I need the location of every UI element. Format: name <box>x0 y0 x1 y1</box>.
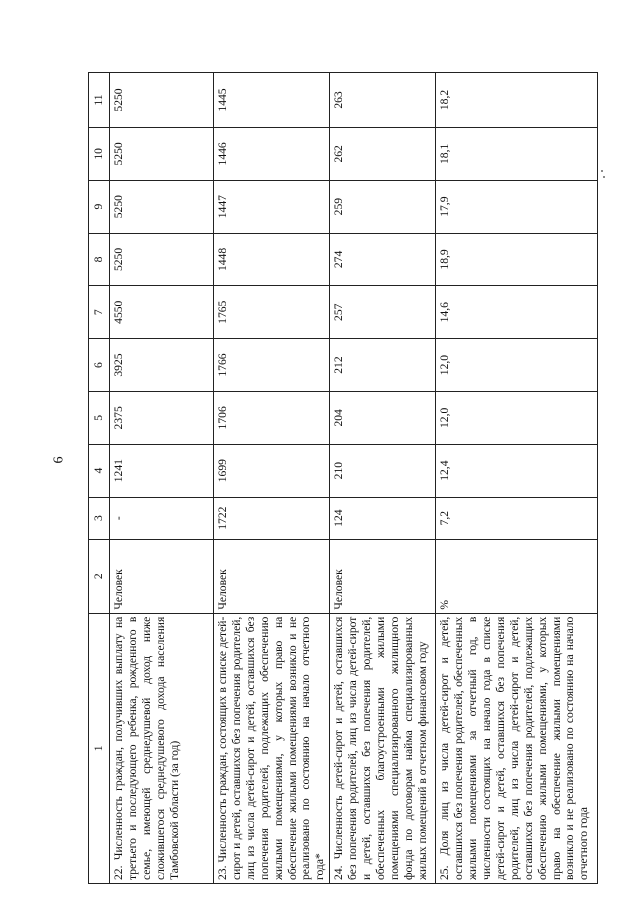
value-cell: 212 <box>330 339 436 392</box>
value-cell: 263 <box>330 73 436 128</box>
value-cell: 3925 <box>110 339 214 392</box>
value-cell: 5250 <box>110 233 214 286</box>
header-cell: 7 <box>89 286 110 339</box>
indicators-table <box>88 72 598 884</box>
value-cell: 18,2 <box>436 73 598 128</box>
header-cell: 2 <box>89 539 110 613</box>
value-cell: 259 <box>330 180 436 233</box>
value-cell: 204 <box>330 391 436 444</box>
value-cell: 18,9 <box>436 233 598 286</box>
unit-cell: Человек <box>330 539 436 613</box>
unit-cell: % <box>436 539 598 613</box>
header-cell: 6 <box>89 339 110 392</box>
page-number: 6 <box>51 456 67 464</box>
indicator-description: 25. Доля лиц из числа детей-сирот и детей, оставшихся без попечения родителей, обеспеченных жилыми помещениями за отчетный год, в численности состоящих на начало года в списке детей-сирот и детей, оставшихся без попечения родителей, лиц из числа детей-сирот и детей, оставшихся без попечения родителей, подлежащих обеспечению жилыми помещениями, у которых право на обеспечение жилыми помещениями возникло и не реализовано по состоянию на начало отчетного года <box>436 613 598 883</box>
value-cell: 12,0 <box>436 339 598 392</box>
indicator-description: 23. Численность граждан, состоящих в списке детей-сирот и детей, оставшихся без попечения родителей, лиц из числа детей-сирот и детей, оставшихся без попечения родителей, подлежащих обеспечению жилыми помещениями, у которых право на обеспечение жилыми помещениями возникло и не реализовано по состоянию на начало отчетного года* <box>214 613 330 883</box>
header-row <box>89 73 110 884</box>
value-cell: 14,6 <box>436 286 598 339</box>
table-row <box>330 73 436 884</box>
value-cell: 274 <box>330 233 436 286</box>
value-cell: 4550 <box>110 286 214 339</box>
value-cell: 124 <box>330 497 436 539</box>
header-cell: 1 <box>89 613 110 883</box>
unit-cell: Человек <box>110 539 214 613</box>
value-cell: 262 <box>330 127 436 180</box>
value-cell: 1446 <box>214 127 330 180</box>
value-cell: 1445 <box>214 73 330 128</box>
header-cell: 5 <box>89 391 110 444</box>
header-cell: 4 <box>89 444 110 497</box>
value-cell: 7,2 <box>436 497 598 539</box>
rotated-table-container <box>88 72 591 884</box>
scan-speck <box>603 176 605 178</box>
value-cell: 1766 <box>214 339 330 392</box>
value-cell: 1448 <box>214 233 330 286</box>
value-cell: 1241 <box>110 444 214 497</box>
value-cell: 2375 <box>110 391 214 444</box>
scan-speck <box>601 170 603 172</box>
header-cell: 10 <box>89 127 110 180</box>
table-row <box>110 73 214 884</box>
value-cell: 1722 <box>214 497 330 539</box>
value-cell: 5250 <box>110 127 214 180</box>
value-cell: 1706 <box>214 391 330 444</box>
indicator-description: 22. Численность граждан, получивших выплату на третьего и последующего ребенка, рожденного в семье, имеющей среднедушевой доход ниже сложившегося среднедушевого дохода населения Тамбовской области (за год) <box>110 613 214 883</box>
value-cell: 5250 <box>110 180 214 233</box>
header-cell: 9 <box>89 180 110 233</box>
value-cell: 210 <box>330 444 436 497</box>
value-cell: 257 <box>330 286 436 339</box>
value-cell: 17,9 <box>436 180 598 233</box>
table-row <box>214 73 330 884</box>
header-cell: 11 <box>89 73 110 128</box>
value-cell: 12,4 <box>436 444 598 497</box>
table-row <box>436 73 598 884</box>
value-cell: 1765 <box>214 286 330 339</box>
value-cell: 18,1 <box>436 127 598 180</box>
value-cell: - <box>110 497 214 539</box>
value-cell: 12,0 <box>436 391 598 444</box>
rotated-table-frame <box>88 72 591 884</box>
indicator-description: 24. Численность детей-сирот и детей, оставшихся без попечения родителей, лиц из числа детей-сирот и детей, оставшихся без попечения родителей, обеспеченных благоустроенными жилыми помещениями специализированного жилищного фонда по договорам найма специализированных жилых помещений в отчетном финансовом году <box>330 613 436 883</box>
value-cell: 5250 <box>110 73 214 128</box>
header-cell: 3 <box>89 497 110 539</box>
value-cell: 1447 <box>214 180 330 233</box>
value-cell: 1699 <box>214 444 330 497</box>
unit-cell: Человек <box>214 539 330 613</box>
header-cell: 8 <box>89 233 110 286</box>
